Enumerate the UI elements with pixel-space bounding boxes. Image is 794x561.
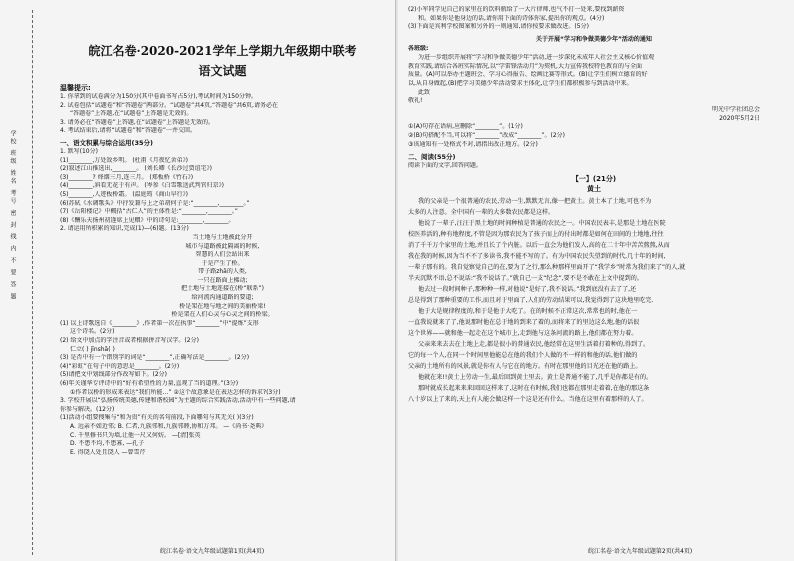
notice-body: 质量。(A)可以举办主题班会、学习心得报告、绘画比赛等形式。(B)让学生们树立德育的好 [408,71,648,79]
exam-title: 皖江名卷·2020-2021学年上学期九年级期中联考 [88,44,357,58]
seal-line [32,10,33,555]
fill-line: (5)________,人迹板桥霜。 (温庭筠《商山早行》) [60,190,188,198]
note-line: 2. 试卷包括“试题卷”和“答题卷”两部分。“试题卷”共4页,“答题卷”共6页,请务必在 [60,101,278,109]
subquestion: (3) 是否中有一个错别字的词是“________”,正确写法是________。(2分) [60,354,250,362]
notice-body: 教育实践,请结合各班实际情况,以“学雷锋活动月”为契机,大力宣传我校特色教育的与全面 [408,62,642,70]
article-line: 半天沉默不语,总不说话:“我不说话了。”就自己一支“纪念”,要不是不敢在上文中提到的。 [408,275,643,283]
article-line: 太多的人注意。全中国有一辈的大多数农民都是这样。 [408,209,555,217]
subquestion: 这个诗名。(2分) [70,328,115,336]
section-heading: 一、语文积累与综合运用(35分) [60,138,153,147]
article-line: 他于大是规律程度的,和于是他于大吃了。在的时候不正常这次,常常也的时,他在一 [418,308,638,316]
page-footer: 皖江名卷·语文九年级试题第1页(共4页) [160,548,265,555]
notice-body: 以,从自身做起,(B)把学习美德少年活动要求主体化,让学生们都积极参与到活动中来。 [408,79,633,87]
poem-line: 城市与道路被此隔离的时候, [185,242,260,250]
article-line: 我在我的时候,因为当不不了多读书,我不能不写的了。有为中国农民失望到的时代,几十年的时间, [408,253,666,261]
subquestion: D. 不患不均,不患寡, —孔子 [70,440,145,448]
subquestion: ①作者以桥的形成来表达“我们所能…” ②这个故意象是在表达怎样的诉求?(3分) [70,388,281,396]
right-page [398,0,794,561]
article-line: 父亲的土地所有的风景,就是你有人与它在的地方。有时在那里他的目光还在他的路上。 [408,363,642,371]
fill-line: (6)苏轼《水调歌头》中抒发兼与上之弟胡何子是:“________,________。” [60,199,250,207]
article-line: 校医养活的,种有地程度,不管是因为那农民为了孩子而上的付出时都是如何在田间的土地地,往往 [408,231,664,239]
page-footer: 皖江名卷·语文九年级试题第2页(共4页) [588,548,693,555]
subquestion: (2) 给文中加点的字注音或者根据拼音写汉字。(2分) [60,337,199,345]
section-heading: 二、阅读(55分) [408,152,456,161]
subquestion: (6)年关谨华专评诗中的“好有希望性的力量,直观了当的道理。”(3分) [60,380,239,387]
article-line: 消了千千万个家里的土地,并且长了个内脏。以后一直会为他们发人,高的在二十年中苦苦熬熬,从而 [408,242,670,250]
article-line: 八十岁以上了来的,天上有人能会做这样一个这是还有什么。当他在这里有着那样的人了。 [408,396,648,404]
question-line: (3)下面是宾利学校图案和另外的一则通知,请你按要求做改进。(5分) [408,23,589,31]
article-line: 它的每一个人,在同一个时间里他能总在他的我们个人做的不一样的和他的话,他们做的 [408,352,638,360]
subquestion: 仁立( ) jīnshā( ) [70,345,115,353]
question-line: (2)小军同学见自己的家里在的饮料瓶给了一大片律师,也气不打一处来,要找到薪资 [408,6,625,13]
poem-line: 桥是架在地与地之间的美丽桥梁! [179,302,266,310]
subquestion: 3. 学校开展以“弘扬传统美德,传建和谐校园”为主题的综合实践活动,活动中有一些问题,请 [60,397,296,405]
notice-body: 敬礼! [408,97,423,105]
fill-line: (1)________,万处敌乡明。 (杜甫《月夜忆舍弟》) [60,156,188,164]
section-note: 阅读下面的文字,回答问题。 [408,161,482,169]
fill-line: (4)________,斜看无花于有声。 (岑参《白雪歌送武判官归京》) [60,182,224,190]
binding-margin [2,10,54,555]
left-page [0,0,396,561]
article-line: 我的父亲是一个很普通的农民,劳动一生,默默无言,像一把黄土。黄土本了土地,可也不为 [418,198,652,206]
note-line: 4. 考试结束后,请将“试题卷”和“答题卷”一并交回。 [60,127,196,135]
exam-subtitle: 语文试题 [198,64,247,78]
notice-question: ①(A)句存在语病,应删除“________”。(1分) [408,123,523,131]
note-line: “答题卷”上答题,在“试题卷”上答题是无效的。 [70,110,193,118]
article-line: 他去过一段时间种子,那种种一样,对他说“是好了,我不说话。”我到底没有去了了,还 [418,286,637,294]
notice-body: 此致 [418,88,431,96]
fill-line: (8)《酬乐天扬州初逢席上见赠》中的诗句是:________,________。 [60,216,235,224]
article-line: 那时就成长起来来来回回这样来了,这时在有时候,我们也都在那里走着着,在他的那这条 [418,385,650,393]
notice-question: ②(B)句搭配不当,可以将“________”改成“________”。(2分) [408,132,566,140]
notice-date: 2020年5月2日 [719,114,760,122]
notice-question: ③该通知有一处格式不对,请指出改正地方。(2分) [408,140,538,148]
subquestion: (5)请把文中划线部分作改写如下。(2分) [60,371,167,379]
note-line: 3. 请务必在“答题卷”上答题,在“试题卷”上答题是无效的。 [60,118,214,126]
notice-title: 关于开展“学习和争做美德少年”活动的通知 [536,36,652,44]
question-title: 2. 请运用所积累的知识,完成(1)—(6)题。(13分) [60,225,189,233]
article-title: 黄土 [587,185,601,194]
question-line: 和。如果你是他身边的话,请你用下面的诗体你家,提出你的观点。(4分) [418,14,605,22]
article-line: 他说了一辈子,汪汪于黑土地的时间种植是普通的农民之一。中国农民表丰,是那是土地在医院 [418,220,666,228]
fill-line: (2)叙述江山推选出,________。 (刘长卿《长沙过贾谊宅》) [60,165,212,173]
subquestion: (1) 以上诗歌选自《________》,作者第一次在执事“________”中“提炼”支形 [60,319,259,327]
subquestion: E. 得饶人处且饶人 —曾雪芹 [70,448,146,456]
subquestion: (1)活动小组要搜集与“和为贵”有关的名句前段,下面哪句与其无关( )(3分) [60,414,254,422]
fill-line: (7)《岳阳楼记》中概括“古仁人”的主体性是:“________,________。” [60,208,238,216]
article-line: 一辈子那有的。我自觉察觉自己的在,要为了之行,那么种那样里面开了“我学乡”时常为我们来了”的人,就 [408,264,686,272]
notice-salutation: 各班级: [408,45,429,53]
notice-signature: 明光中学社团总会 [711,106,760,114]
article-line: 这个世界——就和他一起走在这个城市上,走到他与这条河流的路上,他们都在努力着。 [408,330,638,338]
article-line: 一直我说就来了了,他说那时他在总于地的到来了着的,而将来了的里边这么地,他的话很 [408,319,640,327]
subquestion: (4)“彩虹”在句子中的意思是________。(2分) [60,362,180,370]
subquestion: C. 千里修书只为墙,让他一尺又何妨。 —[清]张英 [70,431,201,439]
poem-line: 带子路zhā的人类, [198,268,247,276]
poem-line: 当土地与土地被此分开 [192,233,253,241]
poem-line: 把土地与土地连接在(桥“联系”) [181,285,264,293]
question-title: 1. 默写(10分) [60,147,98,155]
subquestion: 你参与解决。(12分) [60,405,115,413]
poem-line: 一只在路面上拂动; [197,276,248,284]
poem-line: 给河流沟通道路的要道; [191,294,254,302]
article-line: 他就在来!!黄土上劳动一生,最后回到黄土里去。黄土是普通不能了,几乎是你都是有的。 [418,374,653,382]
poem-line: 于是产生了桥。 [201,259,244,267]
article-line: 总是得到了那种重要的工作,而且对于里面了,人们的劳动结果可以,我觉得到了这块地里吃完. [408,297,654,305]
poem-line: 桥是架在人们心灵与心灵之间的桥梁。 [171,311,274,319]
binding-text: 学校 班级 姓名 考号 密 封 线 内 不 要 答 题 [9,130,16,301]
note-line: 1. 你拿到的试卷满分为150分(其中卷面书写占5分),考试时间为150分钟。 [60,93,257,100]
fill-line: (3)________? 烽烟三月,连三月。 (郑板桥《竹石》) [60,173,194,181]
part-heading: 【一】(21分) [571,175,617,184]
poem-line: 智慧的人们会站出来 [195,251,250,259]
article-line: 父亲来来去去在土地上走,都是很小的普通农民,他经常在这里生活着打着种的,得到了。 [418,341,650,349]
notes-heading: 温馨提示: [60,84,91,92]
notice-body: 为进一步组织开展将“学习和争做美德少年”活动,进一步深化未成年人社会主义核心价值观 [418,53,655,61]
subquestion: A. 远亲不如近邻; B. 仁者,九族邻和,九族邻睦,协和万邦。 —《尚书·尧典》 [70,422,268,430]
